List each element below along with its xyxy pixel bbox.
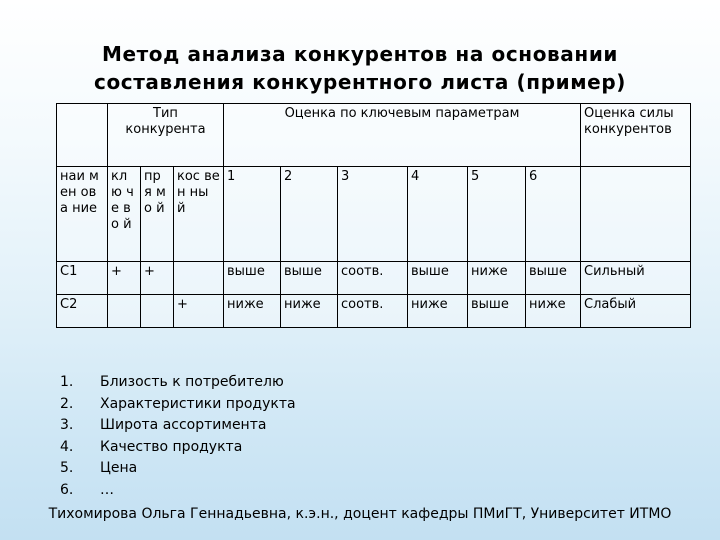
- list-item-number: 4.: [60, 438, 74, 455]
- row-param-3: соотв.: [338, 262, 408, 295]
- footer-author: Тихомирова Ольга Геннадьевна, к.э.н., доцент кафедры ПМиГТ, Университет ИТМО: [48, 506, 672, 522]
- list-item: [60, 458, 296, 480]
- list-item-label: Близость к потребителю: [100, 374, 284, 390]
- row-param-5: выше: [468, 295, 526, 328]
- list-item-number: 5.: [60, 460, 74, 476]
- list-item-number: 3.: [60, 417, 74, 433]
- subheader-param-4: 4: [408, 167, 468, 262]
- header-key-parameters: Оценка по ключевым параметрам: [224, 104, 581, 167]
- list-item-label: Качество продукта: [100, 438, 243, 455]
- row-param-2: выше: [281, 262, 338, 295]
- list-item-label: Характеристики продукта: [100, 395, 296, 412]
- row-indirect: +: [174, 295, 224, 328]
- list-item: [60, 437, 296, 459]
- row-param-6: выше: [526, 262, 581, 295]
- row-param-4: ниже: [408, 295, 468, 328]
- subheader-param-6: 6: [526, 167, 581, 262]
- row-param-2: ниже: [281, 295, 338, 328]
- list-item: [60, 372, 296, 394]
- table-subheader-row: [57, 167, 691, 262]
- list-item-label: Широта ассортимента: [100, 417, 267, 433]
- parameter-list: [60, 372, 296, 501]
- subheader-closest: кл ю че во й: [108, 167, 141, 262]
- subheader-param-5: 5: [468, 167, 526, 262]
- list-item-label: …: [100, 481, 114, 498]
- slide-title: [20, 40, 700, 96]
- list-item-label: Цена: [100, 460, 138, 476]
- header-competitor-strength: Оценка силы конкурентов: [581, 104, 691, 167]
- row-param-4: выше: [408, 262, 468, 295]
- subheader-indirect: кос вен ны й: [174, 167, 224, 262]
- subheader-param-1: 1: [224, 167, 281, 262]
- competitor-sheet-table: [56, 103, 691, 328]
- list-item: [60, 415, 296, 437]
- list-item-number: 2.: [60, 395, 74, 412]
- row-direct: [141, 295, 174, 328]
- row-param-1: ниже: [224, 295, 281, 328]
- subheader-direct: пр я м о й: [141, 167, 174, 262]
- slide-title-line-2: составления конкурентного листа (пример): [93, 70, 627, 94]
- row-indirect: [174, 262, 224, 295]
- list-item: [60, 394, 296, 416]
- list-item: [60, 480, 296, 502]
- row-name: С1: [57, 262, 108, 295]
- row-closest: +: [108, 262, 141, 295]
- header-empty-cell: [57, 104, 108, 167]
- row-param-3: соотв.: [338, 295, 408, 328]
- list-item-number: 1.: [60, 374, 74, 390]
- list-item-number: 6.: [60, 481, 74, 498]
- row-param-1: выше: [224, 262, 281, 295]
- row-strength: Слабый: [581, 295, 691, 328]
- row-direct: +: [141, 262, 174, 295]
- row-param-6: ниже: [526, 295, 581, 328]
- table-row: [57, 295, 691, 328]
- row-strength: Сильный: [581, 262, 691, 295]
- header-competitor-type: Тип конкурента: [108, 104, 224, 167]
- table-row: [57, 262, 691, 295]
- subheader-strength-empty: [581, 167, 691, 262]
- row-name: С2: [57, 295, 108, 328]
- subheader-param-3: 3: [338, 167, 408, 262]
- row-param-5: ниже: [468, 262, 526, 295]
- subheader-name: наи мен ова ние: [57, 167, 108, 262]
- subheader-param-2: 2: [281, 167, 338, 262]
- row-closest: [108, 295, 141, 328]
- slide-title-line-1: Метод анализа конкурентов на основании: [101, 42, 619, 66]
- table-header-row: [57, 104, 691, 167]
